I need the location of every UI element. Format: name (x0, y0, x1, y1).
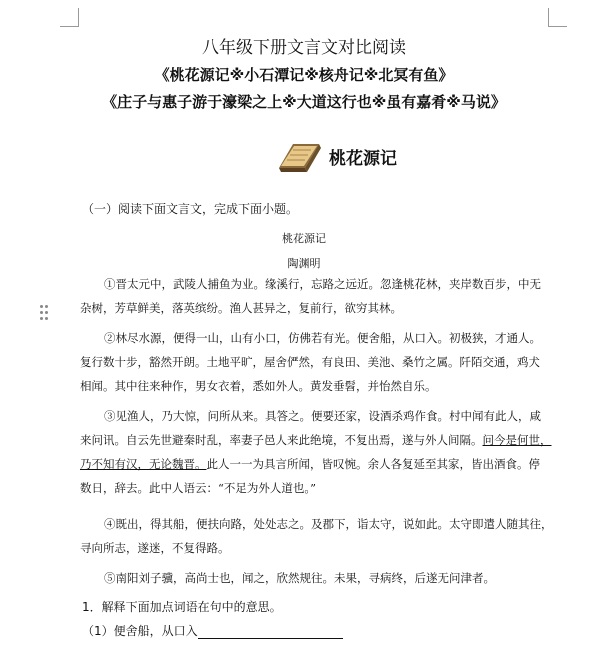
text-line: 此人一一为具言所闻，皆叹惋。余人各复延至其家，皆出酒食。停 (206, 457, 540, 471)
passage-paragraph-1 (80, 272, 541, 320)
passage-paragraph-5 (80, 566, 526, 590)
passage-author: 陶渊明 (287, 257, 321, 270)
text-line: 复行数十步，豁然开朗。土地平旷，屋舍俨然，有良田、美池、桑竹之属。阡陌交通，鸡犬 (80, 355, 540, 369)
passage-paragraph-3 (80, 404, 552, 500)
book-icon (275, 138, 323, 174)
document-subtitle-2: 《庄子与惠子游于濠梁之上※大道这行也※虽有嘉肴※马说》 (102, 93, 506, 111)
question-1-item-1-text: （1）便舍船，从口入 (82, 624, 198, 638)
text-line: 相闻。其中往来种作，男女衣着，悉如外人。黄发垂髫，并怡然自乐。 (80, 379, 437, 393)
answer-blank[interactable] (198, 625, 343, 639)
question-1-label: 1．解释下面加点词语在句中的意思。 (82, 600, 282, 614)
drag-handle-icon[interactable] (40, 305, 50, 321)
section-heading (275, 138, 397, 174)
page-corner-mark-right (548, 8, 567, 27)
underlined-sentence: 乃不知有汉，无论魏晋。 (80, 457, 207, 471)
text-line: ③见渔人，乃大惊，问所从来。具答之。便要还家，设酒杀鸡作食。村中闻有此人，咸 (104, 409, 541, 423)
document-title: 八年级下册文言文对比阅读 (202, 38, 406, 58)
page-corner-mark-left (60, 8, 79, 27)
text-line: 数日，辞去。此中人语云：“不足为外人道也。” (80, 481, 317, 495)
section-heading-text: 桃花源记 (329, 148, 397, 169)
text-line: 杂树，芳草鲜美，落英缤纷。渔人甚异之，复前行，欲穷其林。 (80, 301, 402, 315)
text-line: ⑤南阳刘子骥，高尚士也，闻之，欣然规往。未果，寻病终，后遂无问津者。 (104, 571, 495, 585)
text-line: ①晋太元中，武陵人捕鱼为业。缘溪行，忘路之远近。忽逢桃花林，夹岸数百步，中无 (104, 277, 541, 291)
question-intro: （一）阅读下面文言文，完成下面小题。 (82, 202, 299, 216)
passage-paragraph-4 (80, 512, 553, 560)
underlined-sentence: 问今是何世， (482, 433, 552, 447)
document-subtitle-1: 《桃花源记※小石潭记※核舟记※北冥有鱼》 (154, 66, 454, 84)
passage-title: 桃花源记 (282, 232, 326, 245)
text-line: ②林尽水源，便得一山，山有小口，仿佛若有光。便舍船，从口入。初极狭，才通人。 (104, 331, 541, 345)
passage-paragraph-2 (80, 326, 541, 398)
text-line: 来问讯。自云先世避秦时乱，率妻子邑人来此绝境，不复出焉，遂与外人间隔。 (80, 433, 483, 447)
text-line: 寻向所志，遂迷，不复得路。 (80, 541, 230, 555)
text-line: ④既出，得其船，便扶向路，处处志之。及郡下，诣太守，说如此。太守即遣人随其往， (104, 517, 553, 531)
question-1-item-1 (82, 622, 343, 639)
